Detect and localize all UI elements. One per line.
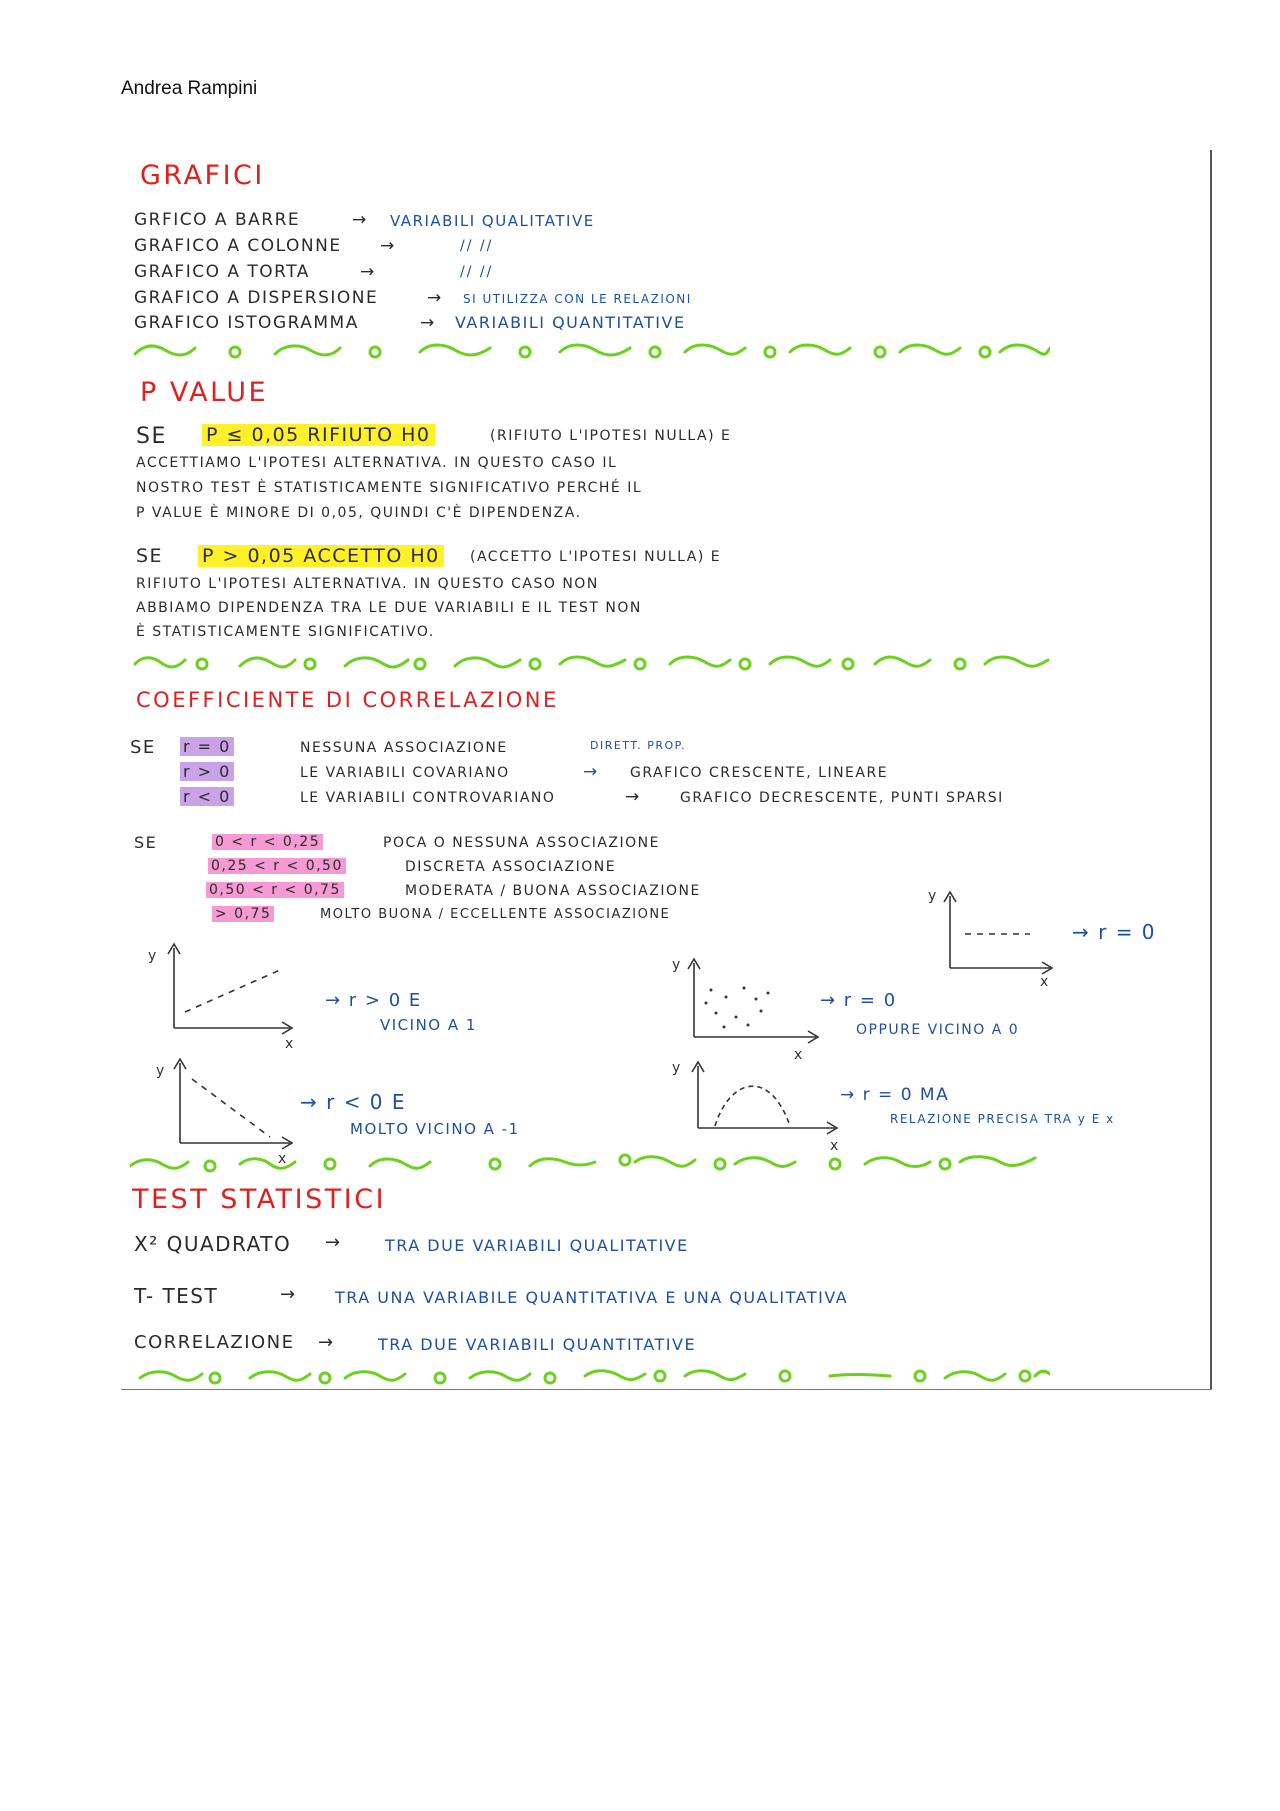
- axis-label-x: x: [830, 1138, 839, 1154]
- paragraph-line: RIFIUTO L'IPOTESI ALTERNATIVA. IN QUESTO CASO NON: [136, 576, 599, 592]
- highlight-range: 0,50 < r < 0,75: [206, 882, 344, 898]
- test-row-right: TRA UNA VARIABILE QUANTITATIVA E UNA QUALITATIVA: [335, 1288, 849, 1307]
- highlight-r: r = 0: [180, 737, 234, 756]
- paragraph-line: È STATISTICAMENTE SIGNIFICATIVO.: [136, 624, 435, 640]
- graph-label: VICINO A 1: [380, 1016, 477, 1034]
- axis-label-x: x: [794, 1047, 803, 1063]
- se-label: SE: [134, 833, 158, 852]
- graph-increasing: [140, 940, 300, 1050]
- grafici-row-left: GRAFICO A COLONNE: [134, 236, 342, 256]
- paragraph-line: NOSTRO TEST È STATISTICAMENTE SIGNIFICATIVO PERCHÉ IL: [136, 480, 643, 496]
- r-row-text: LE VARIABILI COVARIANO: [300, 765, 510, 781]
- graph-label: → r < 0 E: [300, 1090, 407, 1114]
- green-wave-divider: [130, 1148, 1050, 1180]
- green-wave-divider: [130, 1360, 1050, 1392]
- highlight-p-accept: P > 0,05 ACCETTO H0: [198, 545, 444, 567]
- graph-label: → r > 0 E: [325, 990, 422, 1011]
- range-row-text: DISCRETA ASSOCIAZIONE: [405, 859, 617, 875]
- graph-label: → r = 0: [820, 990, 897, 1011]
- r-row-right: GRAFICO CRESCENTE, LINEARE: [630, 765, 889, 781]
- grafici-row-right: // //: [460, 238, 494, 254]
- section-title-grafici: GRAFICI: [140, 160, 265, 191]
- arrow-icon: →: [380, 236, 396, 256]
- axis-label-y: y: [672, 957, 681, 973]
- highlight-r: r > 0: [180, 762, 234, 781]
- section-title-test: TEST STATISTICI: [132, 1184, 387, 1215]
- highlight-r: r < 0: [180, 787, 234, 806]
- arrow-icon: →: [420, 313, 436, 333]
- graph-label: → r = 0: [1072, 920, 1157, 944]
- se-label: SE: [136, 424, 167, 449]
- right-border: [1210, 150, 1212, 1390]
- test-row-right: TRA DUE VARIABILI QUANTITATIVE: [378, 1335, 697, 1354]
- green-wave-divider: [130, 336, 1050, 368]
- graph-flat: [920, 888, 1060, 988]
- highlight-range: 0 < r < 0,25: [212, 834, 323, 850]
- grafici-row-left: GRAFICO A DISPERSIONE: [134, 288, 379, 308]
- paragraph-line: (ACCETTO L'IPOTESI NULLA) E: [470, 549, 722, 565]
- paragraph-line: P VALUE È MINORE DI 0,05, QUINDI C'È DIPENDENZA.: [136, 505, 582, 521]
- grafici-row-right: SI UTILIZZA CON LE RELAZIONI: [463, 292, 692, 306]
- se-label: SE: [130, 737, 156, 758]
- axis-label-y: y: [148, 948, 157, 964]
- range-row-text: MOLTO BUONA / ECCELLENTE ASSOCIAZIONE: [320, 907, 671, 922]
- graph-label: RELAZIONE PRECISA TRA y E x: [890, 1112, 1115, 1126]
- author-name: Andrea Rampini: [121, 78, 258, 99]
- range-row-text: MODERATA / BUONA ASSOCIAZIONE: [405, 883, 701, 899]
- graph-scattered: [666, 955, 826, 1065]
- test-row-left: CORRELAZIONE: [134, 1332, 295, 1353]
- test-row-left: X² QUADRATO: [134, 1232, 292, 1256]
- arrow-icon: →: [360, 262, 376, 282]
- range-row-text: POCA O NESSUNA ASSOCIAZIONE: [383, 835, 660, 851]
- highlight-p-reject: P ≤ 0,05 RIFIUTO H0: [202, 424, 435, 446]
- arrow-icon: →: [325, 1232, 342, 1253]
- axis-label-y: y: [156, 1063, 165, 1079]
- test-row-right: TRA DUE VARIABILI QUALITATIVE: [385, 1236, 689, 1255]
- grafici-row-right: VARIABILI QUANTITATIVE: [455, 313, 686, 332]
- grafici-row-left: GRAFICO A TORTA: [134, 262, 310, 282]
- r-row-right: GRAFICO DECRESCENTE, PUNTI SPARSI: [680, 790, 1004, 806]
- axis-label-y: y: [928, 888, 937, 904]
- grafici-row-left: GRFICO A BARRE: [134, 210, 301, 230]
- graph-label: MOLTO VICINO A -1: [350, 1120, 520, 1138]
- grafici-row-right: VARIABILI QUALITATIVE: [390, 212, 595, 230]
- arrow-icon: →: [352, 210, 368, 230]
- arrow-icon: →: [625, 787, 641, 807]
- axis-label-x: x: [278, 1151, 287, 1167]
- r-row-text: NESSUNA ASSOCIAZIONE: [300, 740, 508, 756]
- test-row-left: T- TEST: [134, 1284, 219, 1308]
- paragraph-line: ABBIAMO DIPENDENZA TRA LE DUE VARIABILI E IL TEST NON: [136, 600, 642, 616]
- graph-label: → r = 0 MA: [840, 1085, 950, 1105]
- axis-label-y: y: [672, 1060, 681, 1076]
- axis-label-x: x: [1040, 974, 1049, 990]
- highlight-range: > 0,75: [212, 906, 274, 922]
- section-title-correlazione: COEFFICIENTE DI CORRELAZIONE: [136, 688, 559, 712]
- arrow-icon: →: [583, 762, 599, 782]
- grafici-row-left: GRAFICO ISTOGRAMMA: [134, 313, 359, 333]
- r-row-text: LE VARIABILI CONTROVARIANO: [300, 790, 556, 806]
- section-title-pvalue: P VALUE: [140, 377, 269, 408]
- axis-label-x: x: [285, 1036, 294, 1052]
- paragraph-line: (RIFIUTO L'IPOTESI NULLA) E: [490, 428, 732, 444]
- arrow-icon: →: [318, 1332, 335, 1353]
- highlight-range: 0,25 < r < 0,50: [208, 858, 346, 874]
- arrow-icon: →: [427, 288, 443, 308]
- arrow-icon: →: [280, 1284, 297, 1305]
- se-label: SE: [136, 545, 164, 567]
- paragraph-line: ACCETTIAMO L'IPOTESI ALTERNATIVA. IN QUESTO CASO IL: [136, 455, 618, 471]
- green-wave-divider: [130, 648, 1050, 680]
- graph-label: OPPURE VICINO A 0: [856, 1022, 1020, 1038]
- dirett-note: DIRETT. PROP.: [590, 739, 687, 752]
- grafici-row-right: // //: [460, 264, 494, 280]
